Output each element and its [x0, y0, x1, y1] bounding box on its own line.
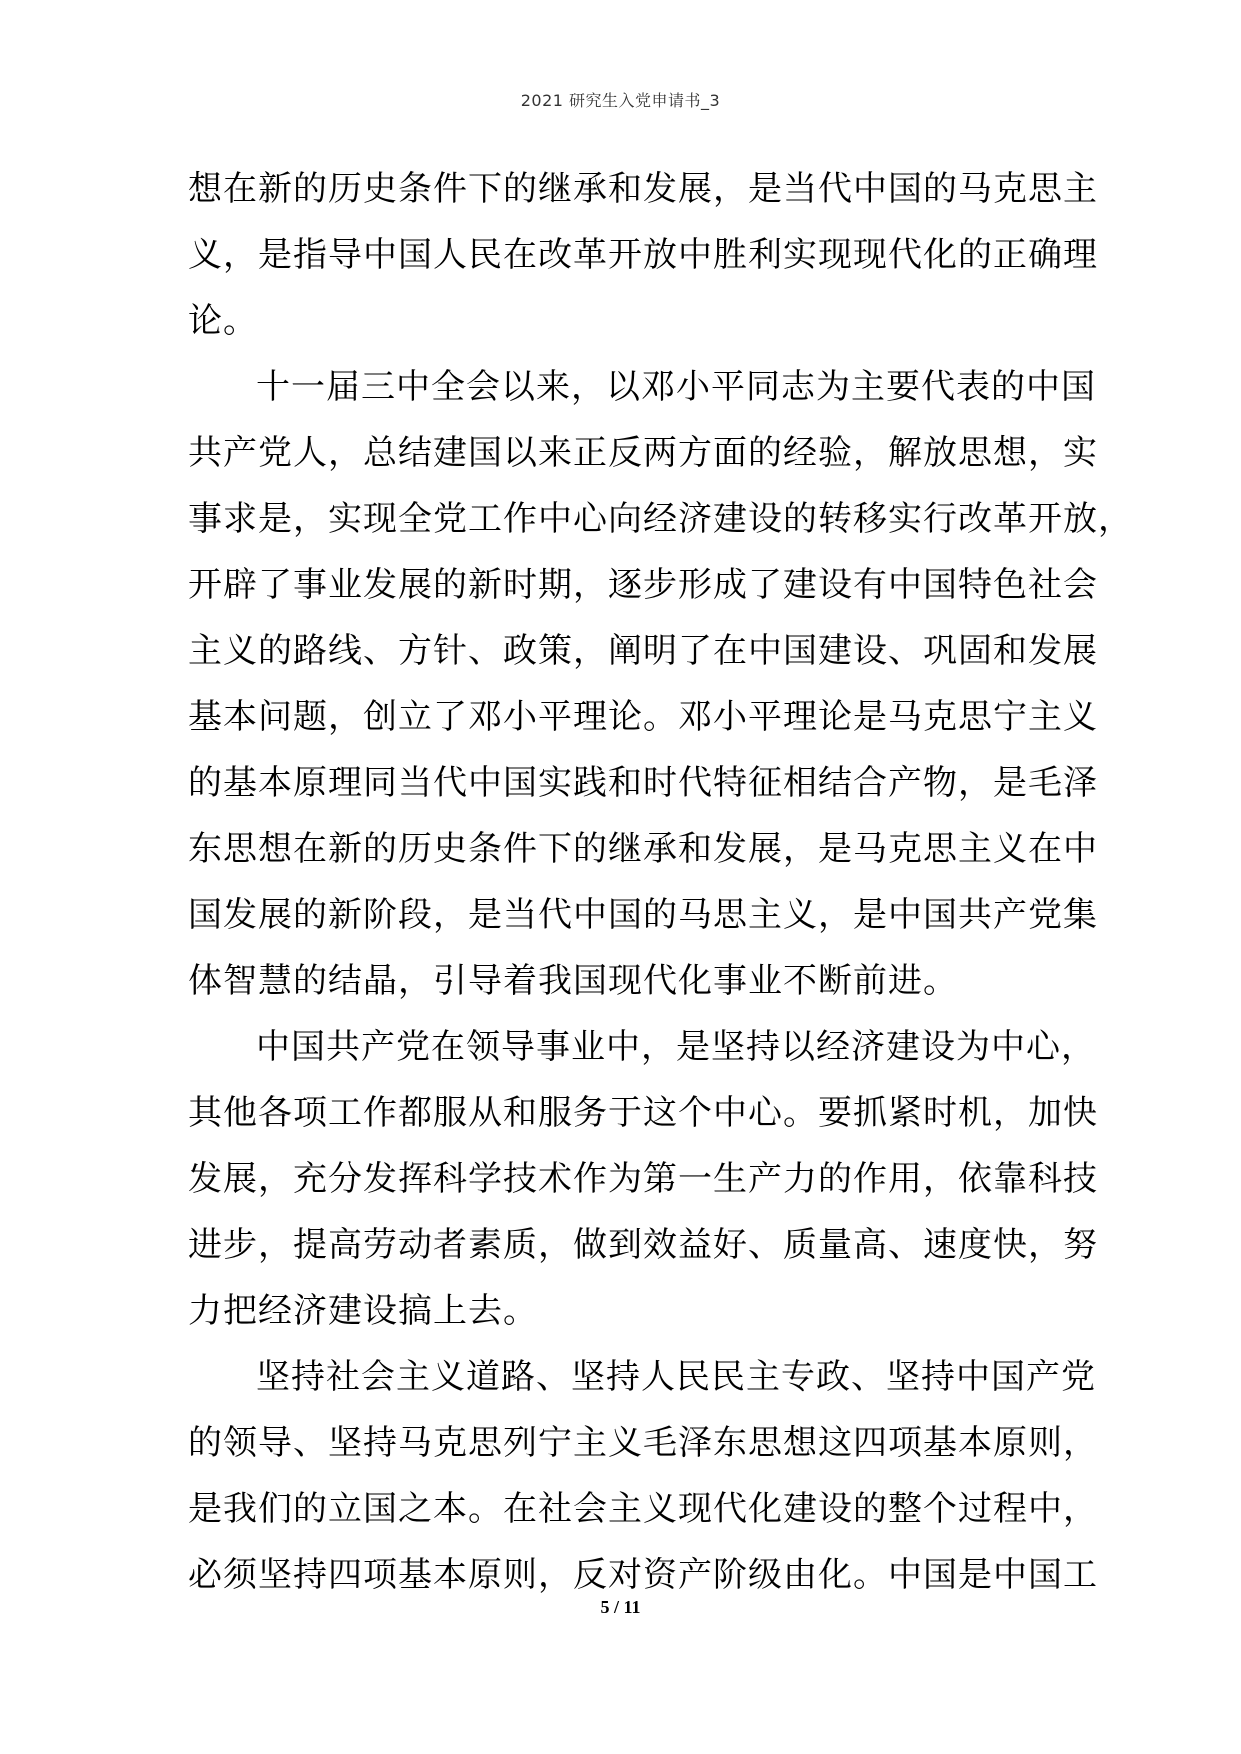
text-line: 坚持社会主义道路、坚持人民民主专政、坚持中国产党: [256, 1357, 1096, 1397]
text-line: 的基本原理同当代中国实践和时代特征相结合产物，是毛泽: [188, 763, 1098, 803]
text-line: 共产党人，总结建国以来正反两方面的经验，解放思想，实: [188, 433, 1098, 473]
text-line: 义，是指导中国人民在改革开放中胜利实现现代化的正确理: [188, 235, 1098, 275]
text-line: 主义的路线、方针、政策，阐明了在中国建设、巩固和发展: [188, 631, 1098, 671]
text-line: 论。: [188, 301, 258, 341]
text-line: 基本问题，创立了邓小平理论。邓小平理论是马克思宁主义: [188, 697, 1098, 737]
text-line: 国发展的新阶段，是当代中国的马思主义，是中国共产党集: [188, 895, 1098, 935]
text-line: 的领导、坚持马克思列宁主义毛泽东思想这四项基本原则，: [188, 1423, 1098, 1463]
text-line: 力把经济建设搞上去。: [188, 1291, 538, 1331]
page-header: 2021 研究生入党申请书_3: [520, 91, 721, 110]
page-number: 5 / 11: [600, 1597, 641, 1617]
text-line: 十一届三中全会以来，以邓小平同志为主要代表的中国: [256, 367, 1096, 407]
text-line: 发展，充分发挥科学技术作为第一生产力的作用，依靠科技: [188, 1159, 1098, 1199]
text-line: 东思想在新的历史条件下的继承和发展，是马克思主义在中: [188, 829, 1098, 869]
text-line: 想在新的历史条件下的继承和发展，是当代中国的马克思主: [188, 169, 1098, 209]
text-line: 其他各项工作都服从和服务于这个中心。要抓紧时机，加快: [188, 1093, 1098, 1133]
text-line: 事求是，实现全党工作中心向经济建设的转移实行改革开放，: [188, 499, 1133, 539]
text-line: 中国共产党在领导事业中，是坚持以经济建设为中心，: [256, 1027, 1096, 1067]
text-line: 进步，提高劳动者素质，做到效益好、质量高、速度快，努: [188, 1225, 1098, 1265]
text-line: 是我们的立国之本。在社会主义现代化建设的整个过程中，: [188, 1489, 1098, 1529]
document-body: [188, 156, 1133, 1608]
text-line: 体智慧的结晶，引导着我国现代化事业不断前进。: [188, 961, 958, 1001]
text-line: 开辟了事业发展的新时期，逐步形成了建设有中国特色社会: [188, 565, 1098, 605]
text-line: 必须坚持四项基本原则，反对资产阶级由化。中国是中国工: [188, 1555, 1098, 1595]
